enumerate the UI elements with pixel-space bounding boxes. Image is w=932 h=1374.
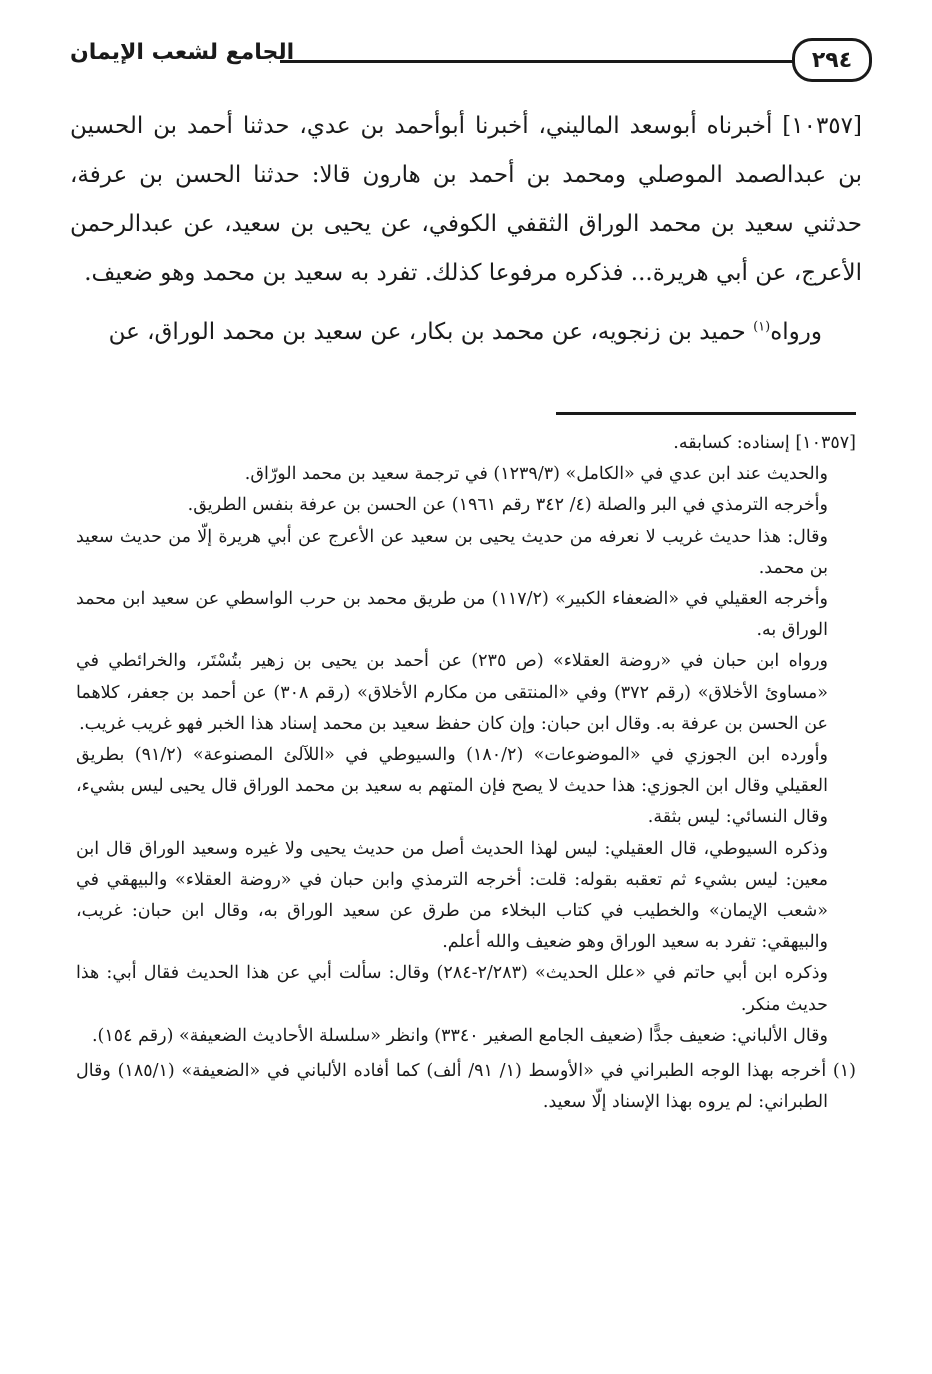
note-paragraph: وذكره ابن أبي حاتم في «علل الحديث» (٢/٢٨٣-٢٨٤) وقال: سألت أبي عن هذا الحديث فقال أبي: هذا حديث منكر. — [76, 963, 828, 1015]
footnote-separator — [556, 412, 856, 415]
hadith-continuation — [70, 308, 862, 357]
note-paragraph: وأخرجه العقيلي في «الضعفاء الكبير» (١١٧/٢) من طريق محمد بن حرب الواسطي عن سعيد ابن محمد الوراق به. — [76, 589, 828, 641]
note-paragraph: والحديث عند ابن عدي في «الكامل» (١٢٣٩/٣) في ترجمة سعيد بن محمد الورّاق. — [244, 464, 828, 485]
book-title: الجامع لشعب الإيمان — [70, 40, 295, 65]
page-header — [70, 36, 872, 86]
note-paragraph: وأخرجه الترمذي في البر والصلة (٤/ ٣٤٢ رقم ١٩٦١) عن الحسن بن عرفة بنفس الطريق. — [187, 495, 828, 516]
note-paragraph: ورواه ابن حبان في «روضة العقلاء» (ص ٢٣٥) عن أحمد بن يحيى بن زهير بتُسْتَر، والخرائطي في «مساوئ الأخلاق» (رقم ٣٧٢) وفي «المنتقى من مكارم الأخلاق» (رقم ٣٠٨) عن أحمد بن جعفر، كلاهما عن الحسن بن عرفة به. وقال ابن حبان: وإن كان حفظ سعيد بن محمد إسناد هذا الخبر فهو غريب غريب. — [76, 651, 829, 734]
note-paragraph: وقال: هذا حديث غريب لا نعرفه من حديث يحيى بن سعيد عن الأعرج عن أبي هريرة إلّا من حديث سعيد بن محمد. — [76, 526, 828, 578]
note-paragraph: وقال الألباني: ضعيف جدًّا (ضعيف الجامع الصغير ٣٣٤٠) وانظر «سلسلة الأحاديث الضعيفة» (رقم ١٥٤). — [91, 1025, 828, 1046]
hadith-paragraph: [١٠٣٥٧] أخبرناه أبوسعد الماليني، أخبرنا أبوأحمد بن عدي، حدثنا أحمد بن الحسين بن عبدالصمد الموصلي ومحمد بن أحمد بن هارون قالا: حدثنا الحسن بن عرفة، حدثني سعيد بن محمد الوراق الثقفي الكوفي، عن يحيى بن سعيد، عن عبدالرحمن الأعرج، عن أبي هريرة... فذكره مرفوعا كذلك. تفرد به سعيد بن محمد وهو ضعيف. — [70, 113, 862, 286]
continuation-rest: حميد بن زنجويه، عن محمد بن بكار، عن سعيد بن محمد الوراق، عن — [108, 319, 754, 345]
note-heading: [١٠٣٥٧] إسناده: كسابقه. — [673, 433, 856, 453]
header-rule — [280, 60, 794, 63]
page-number: ٢٩٤ — [792, 38, 872, 82]
footnote-1: (١) أخرجه بهذا الوجه الطبراني في «الأوسط (١/ ٩١/ ألف) كما أفاده الألباني في «الضعيفة» (١٨٥/١) وقال الطبراني: لم يروه بهذا الإسناد إلّا سعيد. — [76, 1061, 856, 1113]
main-text — [70, 102, 862, 357]
continuation-start: ورواه — [770, 319, 822, 345]
note-paragraph: وذكره السيوطي، قال العقيلي: ليس لهذا الحديث أصل من حديث يحيى ولا غيره وسعيد الوراق قال ابن معين: ليس بشيء ثم تعقبه بقوله: قلت: أخرجه الترمذي وابن حبان في «روضة العقلاء» والبيهقي في «شعب الإيمان» والخطيب في كتاب البخلاء من طرق عن سعيد الوراق به، وقال ابن حبان: غريب، والبيهقي: تفرد به سعيد الوراق وهو ضعيف والله أعلم. — [76, 838, 828, 953]
footnote-ref: (١) — [753, 319, 771, 335]
note-paragraph: وأورده ابن الجوزي في «الموضوعات» (١٨٠/٢) والسيوطي في «اللآلئ المصنوعة» (٩١/٢) بطريق العقيلي وقال ابن الجوزي: هذا حديث لا يصح فإن المتهم به سعيد بن محمد الوراق قال يحيى ليس بشيء، وقال النسائي: ليس بثقة. — [76, 745, 828, 828]
footnotes — [76, 428, 856, 1118]
